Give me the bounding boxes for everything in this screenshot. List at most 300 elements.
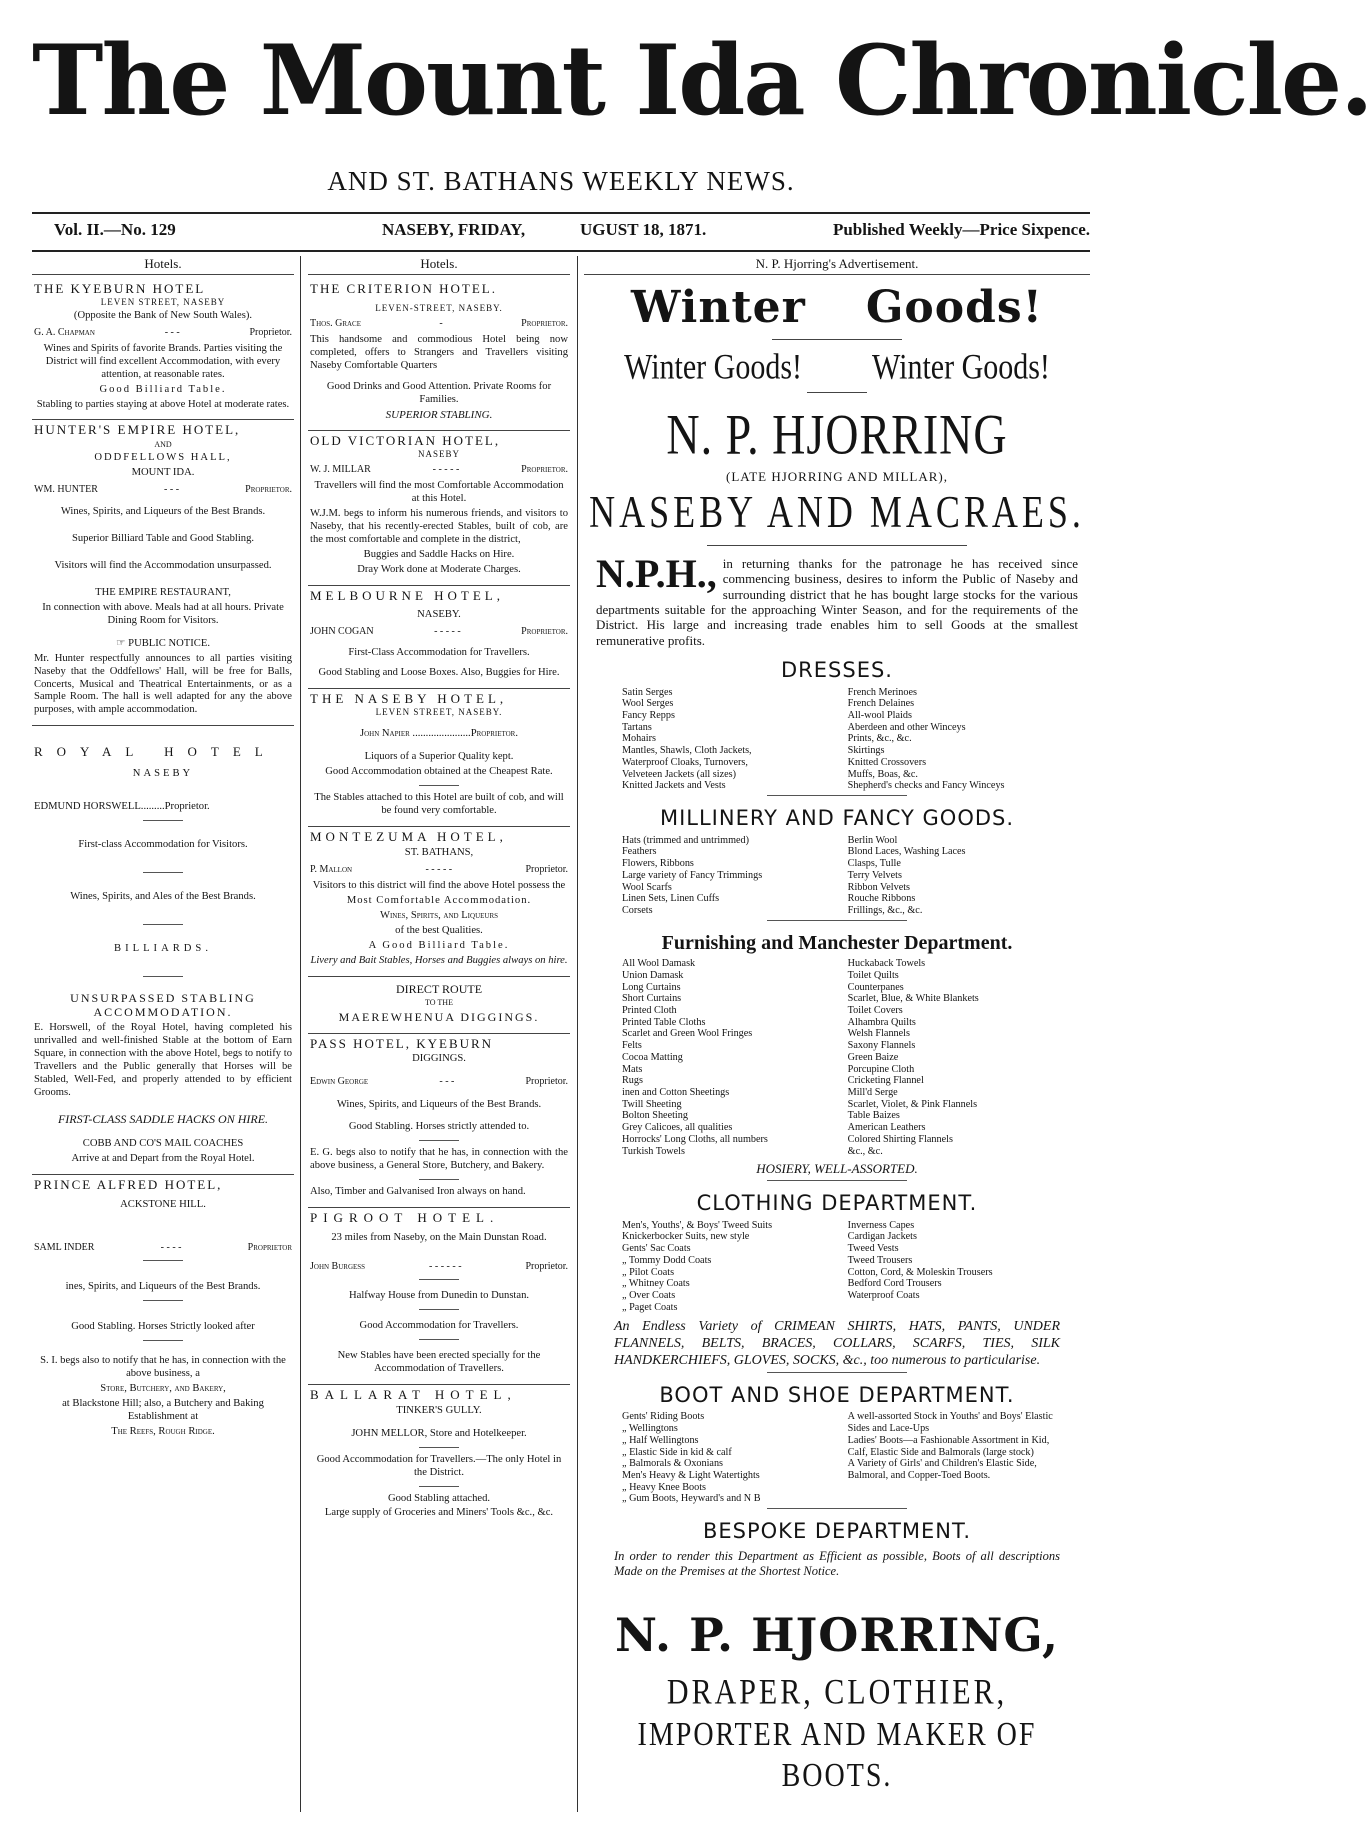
list-item: Scarlet and Green Wool Fringes xyxy=(622,1028,753,1040)
notice-title-text: PUBLIC NOTICE. xyxy=(128,637,210,649)
section-furnishing-title: Furnishing and Manchester Department. xyxy=(661,931,1013,954)
ad-montezuma-hotel xyxy=(308,827,570,977)
headline-winter-goods xyxy=(584,281,1090,335)
ad-billiard: Good Billiard Table. xyxy=(99,383,227,395)
ad-place: NASEBY xyxy=(132,768,194,780)
section-dresses-title: DRESSES. xyxy=(781,657,893,682)
list-item: Cocoa Matting xyxy=(622,1051,683,1063)
ad-place: DIGGINGS. xyxy=(412,1053,466,1065)
ad-hunters-empire-hotel xyxy=(32,420,294,726)
millinery-list xyxy=(622,835,1056,917)
divider xyxy=(143,1300,183,1301)
ad-title: PASS HOTEL, KYEBURN xyxy=(310,1035,494,1051)
intro-text: in returning thanks for the patronage he has received since commencing business, desires to inform the Public of Naseby and surrounding district that he has bought large stocks for the various departments suitable for the approaching Winter Season, and for the requirements of the District. His large and increasing trade enables him to sell Goods at the smallest remunerative profits. xyxy=(596,556,1078,648)
list-item: Union Damask xyxy=(622,969,684,981)
list-item: Tweed Trousers xyxy=(847,1254,913,1266)
list-item: Berlin Wool xyxy=(847,834,898,846)
list-item: Prints, &c., &c. xyxy=(847,733,912,745)
list-item: French Delaines xyxy=(847,698,915,710)
ad-reefs: The Reefs, Rough Ridge. xyxy=(111,1425,215,1437)
ad-title: DIRECT ROUTE xyxy=(395,981,483,996)
ad-title: THE KYEBURN HOTEL xyxy=(34,280,206,296)
ad-drinks: Good Drinks and Good Attention. Private Rooms for Families. xyxy=(326,380,552,405)
list-item: Toilet Quilts xyxy=(847,969,899,981)
ad-wines: Wines, Spirits, and Ales of the Best Brands. xyxy=(70,890,256,902)
ad-kyeburn-hotel xyxy=(32,279,294,421)
proprietor-name: G. A. Chapman xyxy=(34,326,95,338)
list-item: Mohairs xyxy=(622,733,656,745)
list-column-right xyxy=(848,1220,1056,1314)
ad-proprietor xyxy=(34,327,292,339)
proprietor-label: Proprietor. xyxy=(249,326,292,338)
ad-pass-hotel xyxy=(308,1034,570,1209)
footer-merchant-name: N. P. HJORRING, xyxy=(614,1608,1060,1663)
boot-list xyxy=(622,1411,1056,1505)
list-item: Flowers, Ribbons xyxy=(622,858,694,870)
list-item: Welsh Flannels xyxy=(847,1028,910,1040)
ad-place: ST. BATHANS, xyxy=(404,846,474,858)
list-item: Corsets xyxy=(622,904,653,916)
ad-title: HUNTER'S EMPIRE HOTEL, xyxy=(34,422,241,438)
ad-restaurant-body: In connection with above. Meals had at all hours. Private Dining Room for Visitors. xyxy=(42,601,284,626)
footer-trade: DRAPER, CLOTHIER, xyxy=(666,1672,1008,1713)
list-item: Long Curtains xyxy=(622,981,681,993)
ad-liquors: Liquors of a Superior Quality kept. xyxy=(364,751,514,763)
ad-wines: Wines, Spirits, and Liqueurs of the Best Brands. xyxy=(336,1098,542,1110)
column-hotels-middle xyxy=(308,256,570,1812)
ad-stabling: Good Stabling attached. xyxy=(387,1492,491,1504)
list-item: Twill Sheeting xyxy=(622,1098,682,1110)
list-item: Counterpanes xyxy=(847,981,904,993)
ad-body: Wines and Spirits of favorite Brands. Parties visiting the District will find excellent Accommodation, with every attention, at reasonable rates. xyxy=(43,342,283,380)
dresses-list xyxy=(622,687,1056,792)
list-item: „ Heavy Knee Boots xyxy=(622,1481,707,1493)
column-divider-1 xyxy=(300,256,301,1812)
column-header: Hotels. xyxy=(32,256,294,275)
list-item: American Leathers xyxy=(847,1122,926,1134)
ad-stables: New Stables have been erected specially for the Accommodation of Travellers. xyxy=(337,1350,541,1374)
bespoke-note: In order to render this Department as Efficient as possible, Boots of all descriptions Made on the Premises at the Shortest Notice. xyxy=(614,1548,1060,1578)
subheadline-winter-goods xyxy=(584,346,1090,390)
section-rule xyxy=(767,1372,907,1373)
proprietor-dash: - - - - - - xyxy=(429,1261,462,1273)
divider xyxy=(143,820,183,821)
ad-first-class: First-class Accommodation for Visitors. xyxy=(78,839,248,851)
list-item: Printed Table Cloths xyxy=(622,1016,706,1028)
ad-wines: ines, Spirits, and Liqueurs of the Best Brands. xyxy=(65,1281,261,1293)
list-item: Ladies' Boots—a Fashionable Assortment in Kid, Calf, Elastic Side and Balmorals (large stock) xyxy=(847,1434,1050,1458)
list-column-right xyxy=(848,835,1056,917)
ad-title: ROYAL HOTEL xyxy=(34,744,277,760)
ad-stabling: Good Stabling. Horses Strictly looked after xyxy=(71,1321,255,1333)
issue-date: UGUST 18, 1871. xyxy=(580,220,707,239)
list-item: Satin Serges xyxy=(622,686,673,698)
ad-destination: MAEREWHENUA DIGGINGS. xyxy=(338,1009,540,1024)
list-column-left xyxy=(622,1220,848,1314)
list-item: „ Balmorals & Oxonians xyxy=(622,1458,724,1470)
list-item: Feathers xyxy=(622,846,657,858)
list-item: Rouche Ribbons xyxy=(847,893,916,905)
list-item: Tartans xyxy=(622,721,652,733)
merchant-late: (LATE HJORRING AND MILLAR), xyxy=(726,469,948,485)
section-clothing-title: CLOTHING DEPARTMENT. xyxy=(696,1191,978,1216)
intro-initials: N.P.H., xyxy=(596,551,717,596)
ad-place: NASEBY. xyxy=(417,609,461,621)
list-column-left xyxy=(622,835,848,917)
list-item: Mill'd Serge xyxy=(847,1086,898,1098)
ad-proprietor xyxy=(310,1076,568,1088)
proprietor-name: W. J. MILLAR xyxy=(310,463,371,475)
list-item: Table Baizes xyxy=(847,1110,900,1122)
ad-location: (Opposite the Bank of New South Wales). xyxy=(73,309,253,321)
list-item: Terry Velvets xyxy=(847,869,902,881)
ad-old-victorian-hotel xyxy=(308,431,570,586)
list-item: Gents' Riding Boots xyxy=(622,1411,705,1423)
list-item: „ Whitney Coats xyxy=(622,1278,690,1290)
list-column-right xyxy=(848,687,1056,792)
list-column-right xyxy=(848,958,1056,1157)
ad-stabling-title: UNSURPASSED STABLING ACCOMMODATION. xyxy=(70,990,256,1020)
column-header: N. P. Hjorring's Advertisement. xyxy=(584,256,1090,275)
list-item: Bedford Cord Trousers xyxy=(847,1278,942,1290)
ad-saddle-hacks: FIRST-CLASS SADDLE HACKS ON HIRE. xyxy=(57,1111,269,1126)
ad-billiard: Superior Billiard Table and Good Stabling. xyxy=(71,533,255,545)
proprietor-dash: - - - xyxy=(164,326,180,338)
list-item: Alhambra Quilts xyxy=(847,1016,916,1028)
divider xyxy=(143,1340,183,1341)
proprietor-dash: - - - xyxy=(439,1076,455,1088)
list-item: Knickerbocker Suits, new style xyxy=(622,1231,750,1243)
ad-street: LEVEN STREET, NASEBY xyxy=(100,296,226,307)
subheadline-left: Winter Goods! xyxy=(624,347,802,387)
list-item: Saxony Flannels xyxy=(847,1040,916,1052)
ad-notify: S. I. begs also to notify that he has, in connection with the above business, a xyxy=(40,1354,286,1379)
ad-proprietor xyxy=(310,1261,568,1273)
proprietor-dash: - - - - - xyxy=(425,863,453,875)
list-column-left xyxy=(622,1411,848,1505)
list-item: Turkish Towels xyxy=(622,1145,685,1157)
ad-criterion-hotel xyxy=(308,279,570,431)
list-item: Blond Laces, Washing Laces xyxy=(847,846,966,858)
list-item: „ Gum Boots, Heyward's and N B xyxy=(622,1493,761,1505)
list-item: Wool Scarfs xyxy=(622,881,672,893)
ad-title: PRINCE ALFRED HOTEL, xyxy=(34,1177,223,1193)
column-header: Hotels. xyxy=(308,256,570,275)
ad-store: Store, Butchery, and Bakery, xyxy=(100,1382,226,1394)
ad-title-2: ODDFELLOWS HALL, xyxy=(94,452,232,464)
section-rule xyxy=(767,795,907,796)
divider xyxy=(419,1447,459,1448)
list-item: Men's, Youths', & Boys' Tweed Suits xyxy=(622,1219,773,1231)
list-item: „ Wellingtons xyxy=(622,1423,678,1435)
newspaper-page xyxy=(32,0,1372,1822)
divider xyxy=(143,872,183,873)
list-item: French Merinoes xyxy=(847,686,917,698)
ad-stables: The Stables attached to this Hotel are built of cob, and will be found very comfortable. xyxy=(314,792,564,816)
list-item: Huckaback Towels xyxy=(847,958,926,970)
ad-body: W.J.M. begs to inform his numerous friends, and visitors to Naseby, that his recently-erected Stables, built of cob, are the most comfortable and complete in the district, xyxy=(310,507,568,545)
ad-most: Most Comfortable Accommodation. xyxy=(346,894,532,906)
ad-first-class: First-Class Accommodation for Travellers. xyxy=(348,646,530,658)
dateline xyxy=(32,220,1090,248)
list-item: Scarlet, Violet, & Pink Flannels xyxy=(847,1098,978,1110)
divider xyxy=(419,1179,459,1180)
proprietor-label: Proprietor. xyxy=(245,484,292,496)
list-item: Inverness Capes xyxy=(847,1219,915,1231)
proprietor-dash: - - - - - xyxy=(434,626,461,638)
list-item: Porcupine Cloth xyxy=(847,1063,915,1075)
ad-notice-title xyxy=(34,638,292,651)
list-item: Bolton Sheeting xyxy=(622,1110,688,1122)
proprietor-label: Proprietor. xyxy=(525,1076,568,1088)
list-item: „ Pilot Coats xyxy=(622,1266,675,1278)
list-item: Tweed Vests xyxy=(847,1243,899,1255)
list-item: Printed Cloth xyxy=(622,1004,677,1016)
ad-stabling: Stabling to parties staying at above Hotel at moderate rates. xyxy=(36,398,290,410)
list-item: Ribbon Velvets xyxy=(847,881,911,893)
list-item: Fancy Repps xyxy=(622,710,675,722)
ad-proprietor xyxy=(310,626,568,638)
ad-cobb: COBB AND CO'S MAIL COACHES xyxy=(82,1138,244,1150)
list-item: „ Over Coats xyxy=(622,1290,676,1302)
rule-under-dateline xyxy=(32,250,1090,252)
list-item: Waterproof Cloaks, Turnovers, xyxy=(622,756,748,768)
list-item: Large variety of Fancy Trimmings xyxy=(622,869,763,881)
proprietor-label: Proprietor. xyxy=(525,1261,568,1273)
ad-ballarat-hotel xyxy=(308,1385,570,1528)
ad-billiard: A Good Billiard Table. xyxy=(368,939,510,951)
ad-halfway: Halfway House from Dunedin to Dunstan. xyxy=(348,1290,530,1302)
list-item: All-wool Plaids xyxy=(847,710,912,722)
ad-accommodation: Good Accommodation for Travellers.—The only Hotel in the District. xyxy=(316,1453,562,1478)
list-item: Short Curtains xyxy=(622,993,682,1005)
furnishing-list xyxy=(622,958,1056,1157)
ad-title: THE CRITERION HOTEL. xyxy=(310,280,497,296)
ad-royal-hotel xyxy=(32,726,294,1175)
divider xyxy=(419,1140,459,1141)
section-rule xyxy=(767,1508,907,1509)
list-item: A Variety of Girls' and Children's Elastic Side, Balmoral, and Copper-Toed Boots. xyxy=(847,1458,1037,1481)
list-item: Felts xyxy=(622,1040,642,1052)
issue-place: NASEBY, FRIDAY, xyxy=(382,220,526,239)
divider xyxy=(419,1339,459,1340)
list-item: A well-assorted Stock in Youths' and Boys' Elastic Sides and Lace-Ups xyxy=(847,1411,1053,1435)
list-column-left xyxy=(622,687,848,792)
ad-wines: Wines, Spirits, and Liqueurs xyxy=(379,909,499,921)
list-item: Frillings, &c., &c. xyxy=(847,904,923,916)
ad-title: OLD VICTORIAN HOTEL, xyxy=(310,432,501,448)
ad-accommodation: Good Accommodation obtained at the Cheapest Rate. xyxy=(325,766,553,778)
list-item: inen and Cotton Sheetings xyxy=(622,1086,730,1098)
proprietor-dash: - - - - - xyxy=(432,463,460,475)
rule-top xyxy=(32,212,1090,214)
ad-restaurant: THE EMPIRE RESTAURANT, xyxy=(95,586,231,598)
list-item: Cardigan Jackets xyxy=(847,1231,917,1243)
ad-proprietor xyxy=(310,464,568,476)
list-item: Muffs, Boas, &c. xyxy=(847,768,918,780)
ad-find: Travellers will find the most Comfortable Accommodation at this Hotel. xyxy=(314,480,564,504)
ad-body: This handsome and commodious Hotel being now completed, offers to Strangers and Travellers visiting Naseby Comfortable Quarters xyxy=(310,333,568,371)
list-item: Toilet Covers xyxy=(847,1004,903,1016)
ad-cobb-body: Arrive at and Depart from the Royal Hotel. xyxy=(71,1153,255,1165)
ad-place: ACKSTONE HILL. xyxy=(120,1199,206,1210)
ad-naseby-hotel xyxy=(308,689,570,827)
ad-melbourne-hotel xyxy=(308,586,570,690)
column-divider-2 xyxy=(577,256,578,1812)
ad-at: at Blackstone Hill; also, a Butchery and Baking Establishment at xyxy=(62,1397,264,1422)
divider xyxy=(419,1486,459,1487)
list-item: Linen Sets, Linen Cuffs xyxy=(622,893,720,905)
list-item: Grey Calicoes, all qualities xyxy=(622,1122,733,1134)
ad-notify: E. G. begs also to notify that he has, in connection with the above business, a General Store, Butchery, and Bakery. xyxy=(310,1147,568,1172)
list-item: Green Baize xyxy=(847,1051,899,1063)
ad-proprietor: JOHN MELLOR, Store and Hotelkeeper. xyxy=(351,1427,527,1439)
ad-timber: Also, Timber and Galvanised Iron always on hand. xyxy=(310,1186,526,1198)
ad-supply: Large supply of Groceries and Miners' Tools &c., &c. xyxy=(324,1507,554,1519)
subheadline-right: Winter Goods! xyxy=(872,347,1050,387)
proprietor-name: WM. HUNTER xyxy=(34,484,98,496)
list-column-left xyxy=(622,958,848,1157)
ad-place: NASEBY xyxy=(417,448,460,459)
divider xyxy=(143,1260,183,1261)
ad-accommodation: Good Accommodation for Travellers. xyxy=(359,1320,519,1332)
list-column-right xyxy=(848,1411,1056,1505)
ad-title: MONTEZUMA HOTEL, xyxy=(310,828,507,844)
list-item: Knitted Jackets and Vests xyxy=(622,780,726,792)
proprietor-label: Proprietor. xyxy=(521,463,568,475)
ad-dray: Dray Work done at Moderate Charges. xyxy=(357,563,521,575)
divider xyxy=(143,924,183,925)
list-item: Shepherd's checks and Fancy Winceys xyxy=(847,780,1005,792)
divider xyxy=(419,1309,459,1310)
proprietor-dash: - xyxy=(439,317,443,329)
list-item: Mats xyxy=(622,1063,643,1075)
proprietor-label: Proprietor. xyxy=(525,863,568,875)
ad-wines: Wines, Spirits, and Liqueurs of the Best Brands. xyxy=(60,506,266,518)
list-item: Scarlet, Blue, & White Blankets xyxy=(847,993,979,1005)
ad-billiards: BILLIARDS. xyxy=(114,942,212,954)
clothing-list xyxy=(622,1220,1056,1314)
list-item: Gents' Sac Coats xyxy=(622,1243,691,1255)
ad-pigroot-hotel xyxy=(308,1208,570,1385)
list-item: Men's Heavy & Light Watertights xyxy=(622,1469,760,1481)
list-item: &c., &c. xyxy=(847,1145,883,1157)
list-item: Waterproof Coats xyxy=(847,1290,920,1302)
ad-title: PIGROOT HOTEL. xyxy=(310,1210,500,1226)
ornament-rule xyxy=(707,545,967,546)
ad-title: BALLARAT HOTEL, xyxy=(310,1386,517,1402)
list-item: Wool Serges xyxy=(622,698,674,710)
list-item: Skirtings xyxy=(847,745,885,757)
ad-place: MOUNT IDA. xyxy=(131,467,195,479)
section-bespoke-title: BESPOKE DEPARTMENT. xyxy=(702,1519,972,1544)
ad-to: TO THE xyxy=(425,998,453,1008)
ad-street: LEVEN STREET, NASEBY. xyxy=(375,707,503,718)
headline-word: Goods! xyxy=(865,281,1043,333)
divider xyxy=(419,785,459,786)
intro-paragraph xyxy=(596,551,1078,648)
ad-proprietor xyxy=(34,1242,292,1254)
proprietor-label: Proprietor. xyxy=(521,317,568,329)
proprietor-name: Edwin George xyxy=(310,1076,369,1088)
pointing-hand-icon: ☞ xyxy=(116,637,126,649)
list-item: Aberdeen and other Winceys xyxy=(847,721,966,733)
list-item: Knitted Crossovers xyxy=(847,756,927,768)
list-item: Cricketing Flannel xyxy=(847,1075,924,1087)
list-item: Colored Shirting Flannels xyxy=(847,1133,953,1145)
volume-number: Vol. II.—No. 129 xyxy=(54,220,176,239)
price-line: Published Weekly—Price Sixpence. xyxy=(832,220,1090,239)
hosiery-note: HOSIERY, WELL-ASSORTED. xyxy=(756,1161,918,1177)
section-rule xyxy=(767,920,907,921)
list-item: Hats (trimmed and untrimmed) xyxy=(622,834,750,846)
merchant-name: N. P. HJORRING xyxy=(666,402,1008,467)
masthead-title: The Mount Ida Chronicle. xyxy=(32,24,1372,137)
ad-stabling-body: E. Horswell, of the Royal Hotel, having completed his unrivalled and well-finished Stable at the bottom of Earn Square, in connection with the above Hotel, begs to notify to Travellers and the Public generally that Horses will be Stabled, Well-Fed, and properly attended to by efficient Grooms. xyxy=(34,1022,292,1098)
column-hjorring-advertisement xyxy=(584,256,1090,1812)
footer-trade-2: IMPORTER AND MAKER OF BOOTS. xyxy=(637,1716,1037,1795)
list-item: „ Paget Coats xyxy=(622,1301,678,1313)
divider xyxy=(419,1279,459,1280)
proprietor-dash: - - - xyxy=(164,484,180,496)
proprietor-label: Proprietor. xyxy=(521,626,568,638)
list-item: „ Half Wellingtons xyxy=(622,1434,699,1446)
ad-place: TINKER'S GULLY. xyxy=(396,1404,482,1416)
ad-title: MELBOURNE HOTEL, xyxy=(310,587,504,603)
proprietor-name: John Burgess xyxy=(310,1261,366,1273)
list-item: Rugs xyxy=(622,1075,643,1087)
column-hotels-left xyxy=(32,256,294,1812)
ad-street: LEVEN-STREET, NASEBY. xyxy=(375,302,503,313)
list-item: Cotton, Cord, & Moleskin Trousers xyxy=(847,1266,993,1278)
section-millinery-title: MILLINERY AND FANCY GOODS. xyxy=(659,806,1015,831)
ad-proprietor xyxy=(34,484,292,496)
ad-proprietor: EDMUND HORSWELL.........Proprietor. xyxy=(34,801,210,813)
ad-direct-route xyxy=(308,977,570,1034)
section-rule xyxy=(767,1180,907,1181)
merchant-places: NASEBY AND MACRAES. xyxy=(589,486,1085,537)
ad-livery: Livery and Bait Stables, Horses and Buggies always on hire. xyxy=(310,954,568,966)
list-item: Velveteen Jackets (all sizes) xyxy=(622,768,736,780)
ad-stabling: Good Stabling. Horses strictly attended to. xyxy=(348,1121,530,1133)
ad-title: THE NASEBY HOTEL, xyxy=(310,691,508,707)
proprietor-name: SAML INDER xyxy=(34,1241,95,1253)
clothing-note: An Endless Variety of CRIMEAN SHIRTS, HATS, PANTS, UNDER FLANNELS, BELTS, BRACES, COLLARS, SCARFS, TIES, SILK HANDKERCHIEFS, GLOVES, SOCKS, &c., too numerous to particularise. xyxy=(614,1318,1060,1368)
ad-proprietor xyxy=(310,864,568,876)
proprietor-label: Proprietor xyxy=(247,1241,292,1253)
ad-stabling: Good Stabling and Loose Boxes. Also, Buggies for Hire. xyxy=(318,667,560,679)
proprietor-name: P. Mallon xyxy=(310,863,353,875)
list-item: Clasps, Tulle xyxy=(847,858,901,870)
ad-and: AND xyxy=(154,440,172,450)
list-item: Horrocks' Long Cloths, all numbers xyxy=(622,1133,768,1145)
ad-visitors: Visitors will find the Accommodation unsurpassed. xyxy=(54,560,272,572)
ad-buggies: Buggies and Saddle Hacks on Hire. xyxy=(363,548,515,560)
proprietor-dash: - - - - xyxy=(160,1241,182,1253)
ad-proprietor: John Napier ......................Proprietor. xyxy=(359,728,519,740)
ad-prince-alfred-hotel xyxy=(32,1175,294,1446)
list-item: Mantles, Shawls, Cloth Jackets, xyxy=(622,745,752,757)
divider xyxy=(143,976,183,977)
headline-word: Winter xyxy=(631,281,806,333)
proprietor-name: Thos. Grace xyxy=(310,317,362,329)
ad-distance: 23 miles from Naseby, on the Main Dunstan Road. xyxy=(331,1232,547,1244)
list-item: „ Tommy Dodd Coats xyxy=(622,1254,712,1266)
list-item: „ Elastic Side in kid & calf xyxy=(622,1446,732,1458)
ornament-rule xyxy=(772,339,902,340)
ad-stabling: SUPERIOR STABLING. xyxy=(385,408,493,421)
list-item: All Wool Damask xyxy=(622,958,696,970)
